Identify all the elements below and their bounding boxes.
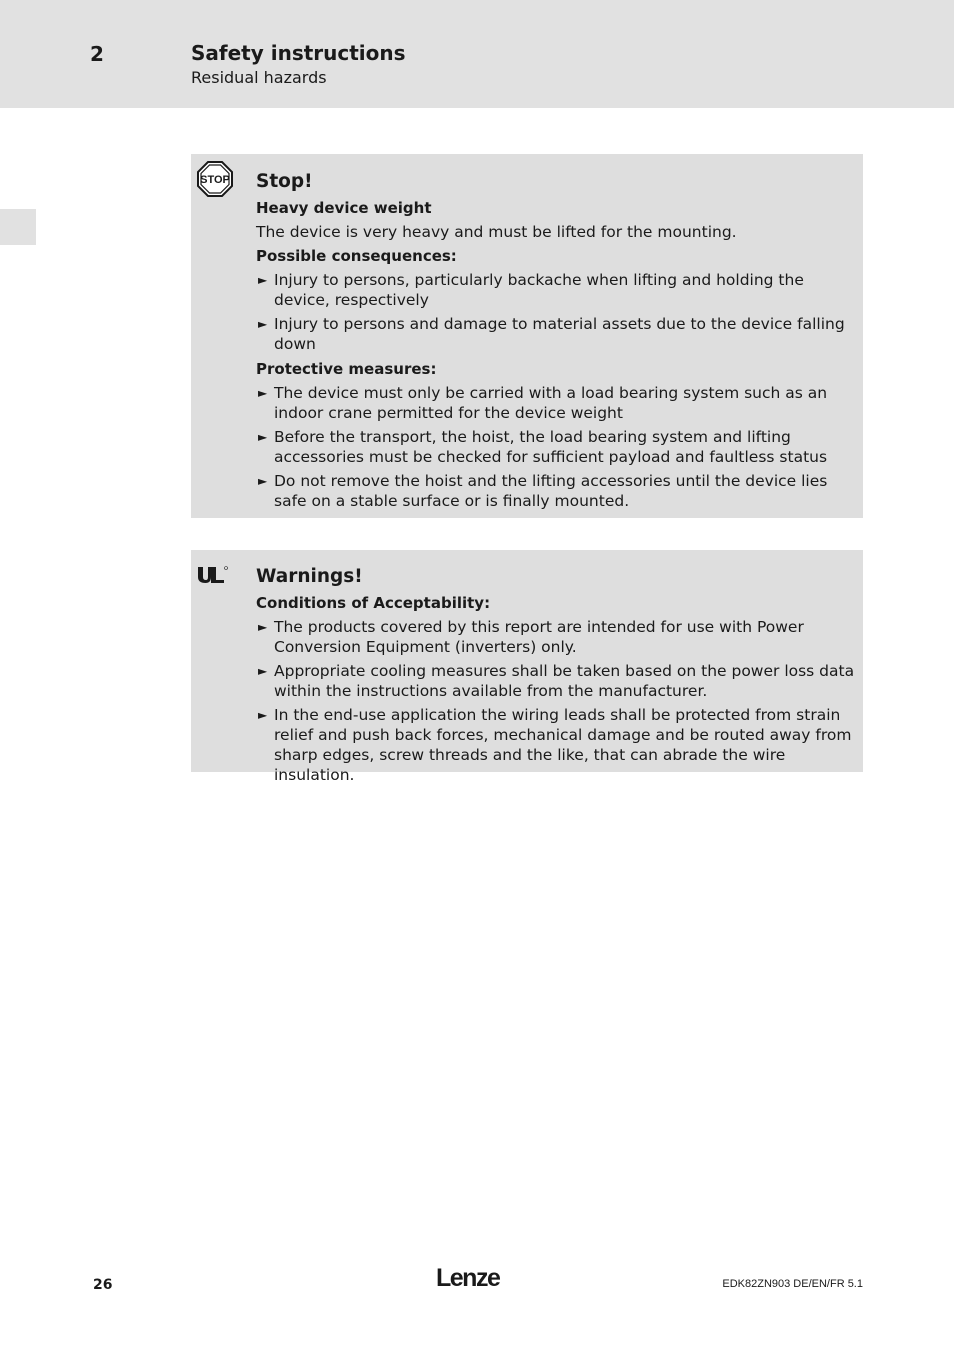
chapter-side-tab	[0, 209, 36, 245]
list-item	[256, 471, 855, 511]
bullet-arrow-icon: ►	[258, 620, 268, 634]
list-item-text: Do not remove the hoist and the lifting accessories until the device lies safe on a stable surface or is finally mounted.	[274, 472, 828, 510]
stop-icon	[196, 160, 234, 202]
bullet-arrow-icon: ►	[258, 386, 268, 400]
lenze-logo: Lenze	[436, 1264, 500, 1292]
page-title: Safety instructions	[191, 41, 406, 65]
bullet-arrow-icon: ►	[258, 474, 268, 488]
list-item-text: In the end-use application the wiring leads shall be protected from strain relief and push back forces, mechanical damage and be routed away from sharp edges, screw threads and the like, that can abrade the wire insulation.	[274, 706, 852, 784]
bullet-arrow-icon: ►	[258, 664, 268, 678]
document-code: EDK82ZN903 DE/EN/FR 5.1	[722, 1278, 863, 1290]
conditions-label: Conditions of Acceptability:	[256, 594, 491, 612]
bullet-arrow-icon: ►	[258, 317, 268, 331]
list-item	[256, 270, 855, 310]
hazard-description: The device is very heavy and must be lifted for the mounting.	[256, 223, 737, 241]
consequences-label: Possible consequences:	[256, 247, 457, 265]
list-item-text: The device must only be carried with a load bearing system such as an indoor crane permitted for the device weight	[274, 384, 828, 422]
ul-mark-icon	[196, 564, 228, 590]
list-item	[256, 314, 855, 354]
page-header	[0, 0, 954, 108]
chapter-number: 2	[90, 42, 104, 66]
list-item	[256, 661, 855, 701]
page-number: 26	[93, 1277, 113, 1293]
stop-notice	[191, 154, 863, 518]
list-item	[256, 427, 855, 467]
list-item-text: Injury to persons, particularly backache when lifting and holding the device, respectively	[274, 271, 804, 309]
warnings-heading: Warnings!	[256, 566, 363, 587]
list-item-text: Injury to persons and damage to material assets due to the device falling down	[274, 315, 845, 353]
page-subtitle: Residual hazards	[191, 68, 327, 87]
list-item-text: Appropriate cooling measures shall be taken based on the power loss data within the instructions available from the manufacturer.	[274, 662, 855, 700]
consequences-list	[256, 270, 855, 354]
warnings-notice	[191, 550, 863, 784]
measures-label: Protective measures:	[256, 360, 437, 378]
hazard-title: Heavy device weight	[256, 199, 432, 217]
bullet-arrow-icon: ►	[258, 708, 268, 722]
list-item-text: The products covered by this report are intended for use with Power Conversion Equipment (inverters) only.	[274, 618, 804, 656]
conditions-list	[256, 617, 855, 785]
measures-list	[256, 383, 855, 511]
list-item	[256, 617, 855, 657]
stop-heading: Stop!	[256, 171, 313, 192]
stop-icon-label: STOP	[200, 174, 230, 186]
list-item-text: Before the transport, the hoist, the load bearing system and lifting accessories must be checked for sufficient payload and faultless status	[274, 428, 828, 466]
list-item	[256, 383, 855, 423]
bullet-arrow-icon: ►	[258, 273, 268, 287]
list-item	[256, 705, 855, 785]
bullet-arrow-icon: ►	[258, 430, 268, 444]
